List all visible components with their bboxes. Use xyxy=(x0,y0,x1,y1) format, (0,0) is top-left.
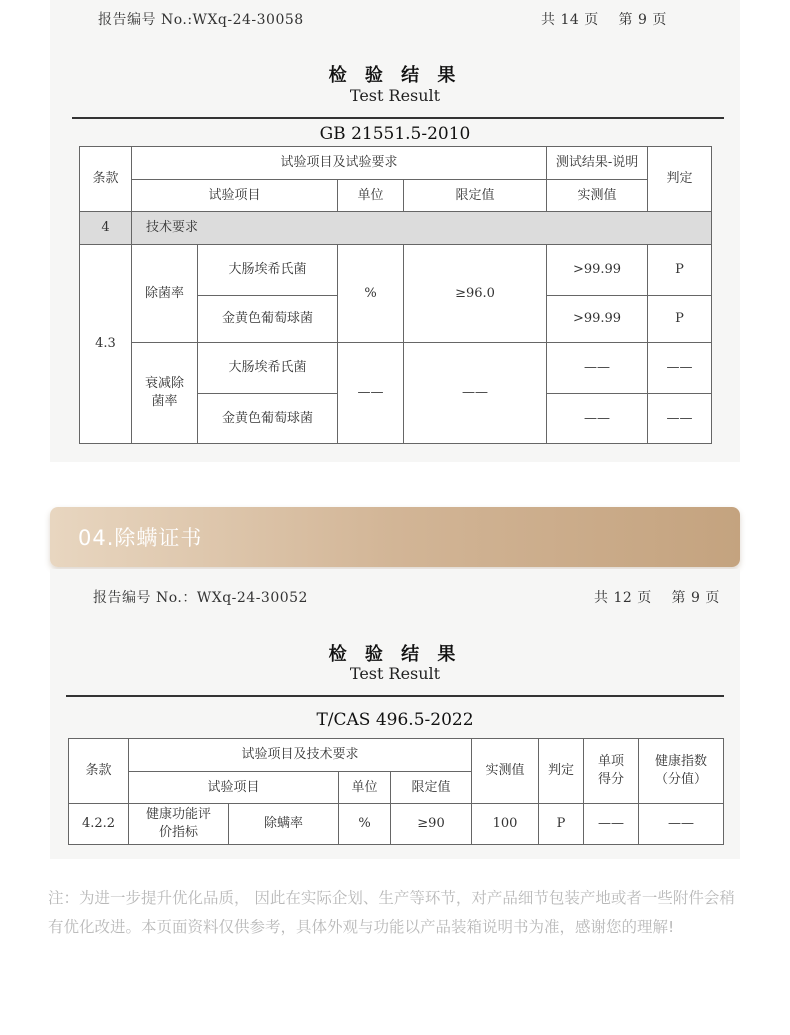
header-measured: 实测值 xyxy=(547,180,648,212)
group-label: 衰减除菌率 xyxy=(132,343,198,444)
health-index-value: —— xyxy=(639,804,724,845)
measured-value: >99.99 xyxy=(547,245,648,296)
header-item-score: 单项得分 xyxy=(584,739,639,804)
test-result-table xyxy=(79,146,712,444)
limit-value: ≥96.0 xyxy=(404,245,547,343)
result-title-cn: 检 验 结 果 xyxy=(328,644,462,665)
test-item: 除螨率 xyxy=(229,804,339,845)
limit-value: —— xyxy=(404,343,547,444)
header-clause: 条款 xyxy=(80,147,132,212)
header-limit: 限定值 xyxy=(391,772,472,804)
group-label: 除菌率 xyxy=(132,245,198,343)
measured-value: —— xyxy=(547,394,648,444)
clause-number: 4.3 xyxy=(80,245,132,444)
measured-value: —— xyxy=(547,343,648,394)
judgement-value: P xyxy=(648,296,712,343)
page-indicator: 共 14 页 第 9 页 xyxy=(541,12,667,28)
header-unit: 单位 xyxy=(339,772,391,804)
divider xyxy=(72,117,724,119)
section-name: 技术要求 xyxy=(132,212,712,245)
header-items-requirements: 试验项目及试验要求 xyxy=(132,147,547,180)
divider xyxy=(66,695,724,697)
header-clause: 条款 xyxy=(69,739,129,804)
judgement-value: P xyxy=(648,245,712,296)
header-judgement: 判定 xyxy=(539,739,584,804)
header-unit: 单位 xyxy=(338,180,404,212)
test-item: 金黄色葡萄球菌 xyxy=(198,296,338,343)
judgement-value: —— xyxy=(648,394,712,444)
header-judgement: 判定 xyxy=(648,147,712,212)
header-test-item: 试验项目 xyxy=(129,772,339,804)
judgement-value: —— xyxy=(648,343,712,394)
test-item: 金黄色葡萄球菌 xyxy=(198,394,338,444)
judgement-value: P xyxy=(539,804,584,845)
measured-value: >99.99 xyxy=(547,296,648,343)
unit-value: —— xyxy=(338,343,404,444)
standard-code: T/CAS 496.5-2022 xyxy=(316,710,474,730)
item-score-value: —— xyxy=(584,804,639,845)
standard-code: GB 21551.5-2010 xyxy=(319,124,471,144)
disclaimer-note: 注：为进一步提升优化品质， 因此在实际企划、生产等环节，对产品细节包装产地或者一些附件会稍有优化改进。本页面资料仅供参考，具体外观与功能以产品装箱说明书为准，感谢您的理解! xyxy=(48,889,735,936)
category-label: 健康功能评价指标 xyxy=(129,804,229,845)
test-item: 大肠埃希氏菌 xyxy=(198,245,338,296)
test-item: 大肠埃希氏菌 xyxy=(198,343,338,394)
header-items-requirements: 试验项目及技术要求 xyxy=(129,739,472,772)
result-title-cn: 检 验 结 果 xyxy=(328,65,462,86)
limit-value: ≥90 xyxy=(391,804,472,845)
measured-value: 100 xyxy=(472,804,539,845)
page-indicator: 共 12 页 第 9 页 xyxy=(594,590,720,606)
report-number: 报告编号 No.：WXq-24-30052 xyxy=(93,590,308,606)
result-title-en: Test Result xyxy=(349,86,441,105)
section-number: 4 xyxy=(80,212,132,245)
banner-title: 04.除螨证书 xyxy=(78,526,203,550)
section-banner xyxy=(50,507,740,567)
report-number: 报告编号 No.:WXq-24-30058 xyxy=(98,12,304,28)
header-test-item: 试验项目 xyxy=(132,180,338,212)
header-measured: 实测值 xyxy=(472,739,539,804)
unit-value: % xyxy=(338,245,404,343)
header-result-note: 测试结果-说明 xyxy=(547,147,648,180)
mite-test-table xyxy=(68,738,724,845)
header-limit: 限定值 xyxy=(404,180,547,212)
result-title-en: Test Result xyxy=(349,664,441,683)
clause-number: 4.2.2 xyxy=(69,804,129,845)
unit-value: % xyxy=(339,804,391,845)
header-health-index: 健康指数（分值） xyxy=(639,739,724,804)
